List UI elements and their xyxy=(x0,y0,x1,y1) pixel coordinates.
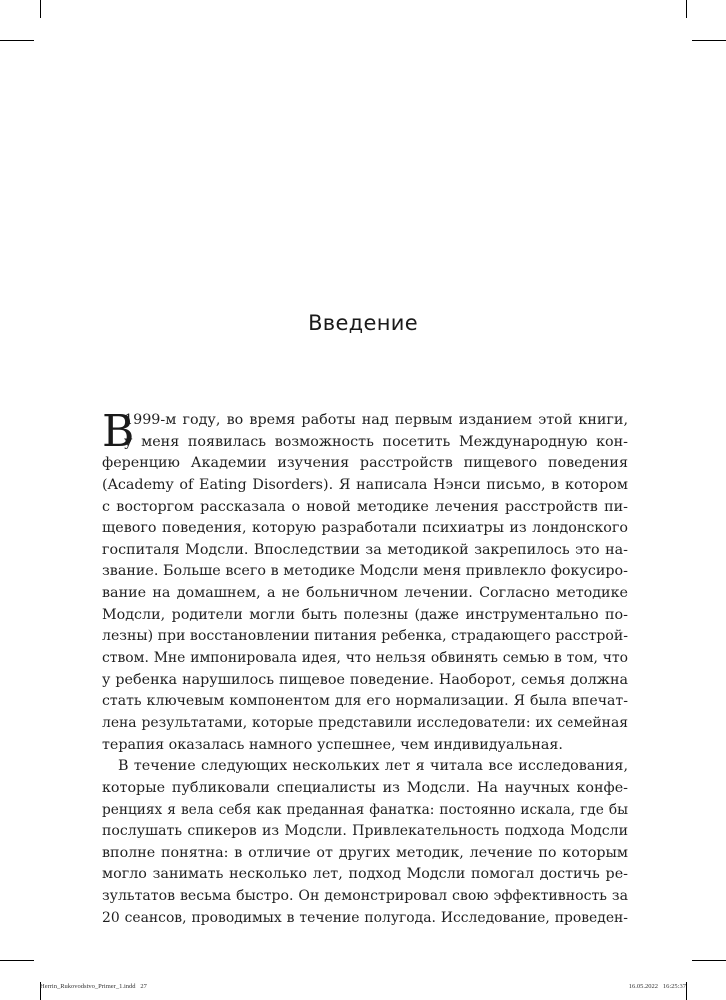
text-line: у меня появилась возможность посетить Международную кон- xyxy=(124,433,628,450)
text-line: 20 сеансов, проводимых в течение полугода. Исследование, проведен- xyxy=(102,909,628,926)
text-line: Модсли, родители могли быть полезны (даже инструментально по- xyxy=(102,606,628,623)
text-line: могло занимать несколько лет, подход Модсли помогал достичь ре- xyxy=(102,866,628,883)
text-line: ством. Мне импонировала идея, что нельзя обвинять семью в том, что xyxy=(102,650,628,667)
crop-mark-top-left xyxy=(40,0,41,18)
text-line: звание. Больше всего в методике Модсли меня привлекло фокусиро- xyxy=(102,563,628,580)
paragraph-2 xyxy=(102,756,628,929)
crop-mark-left-top xyxy=(0,40,34,41)
crop-mark-left-bottom xyxy=(0,960,34,961)
text-line: 1999-м году, во время работы над первым изданием этой книги, xyxy=(124,412,628,428)
text-line: лезны) при восстановлении питания ребенка, страдающего расстрой- xyxy=(102,628,628,645)
text-line: с восторгом рассказала о новой методике лечения расстройств пи- xyxy=(102,498,628,515)
text-line: щевого поведения, которую разработали психиатры из лондонского xyxy=(102,520,628,537)
text-line: зультатов весьма быстро. Он демонстрировал свою эффективность за xyxy=(102,888,628,905)
slug-filename: Herrin_Rukovodstvo_Primer_1.indd 27 xyxy=(40,983,147,990)
slug-timestamp: 16.05.2022 16:25:37 xyxy=(628,983,686,990)
text-line: ренциях я вела себя как преданная фанатка: постоянно искала, где бы xyxy=(102,801,628,818)
paragraph-1 xyxy=(102,406,628,756)
crop-mark-top-right xyxy=(686,0,687,18)
text-line: лена результатами, которые представили исследователи: их семейная xyxy=(102,714,628,731)
text-line: госпиталя Модсли. Впоследствии за методикой закрепилось это на- xyxy=(102,541,628,558)
text-line: В течение следующих нескольких лет я читала все исследования, xyxy=(118,758,628,775)
text-line: которые публиковали специалисты из Модсли. На научных конфе- xyxy=(102,779,628,796)
text-line: вание на домашнем, а не больничном лечении. Согласно методике xyxy=(102,585,628,602)
text-line: послушать спикеров из Модсли. Привлекательность подхода Модсли xyxy=(102,823,628,840)
crop-mark-right-top xyxy=(692,40,726,41)
text-line: (Academy of Eating Disorders). Я написала Нэнси письмо, в котором xyxy=(102,476,628,493)
drop-cap: В xyxy=(102,406,135,457)
text-line: терапия оказалась намного успешнее, чем индивидуальная. xyxy=(102,736,563,753)
text-line: у ребенка нарушилось пищевое поведение. Наоборот, семья должна xyxy=(102,671,628,688)
text-line: ференцию Академии изучения расстройств пищевого поведения xyxy=(102,455,628,472)
text-line: стать ключевым компонентом для его нормализации. Я была впечат- xyxy=(102,693,628,710)
crop-mark-right-bottom xyxy=(692,960,726,961)
body-text xyxy=(102,406,628,929)
crop-mark-bottom-right xyxy=(686,982,687,1000)
chapter-title: Введение xyxy=(308,311,418,335)
text-line: вполне понятна: в отличие от других методик, лечение по которым xyxy=(102,844,628,861)
